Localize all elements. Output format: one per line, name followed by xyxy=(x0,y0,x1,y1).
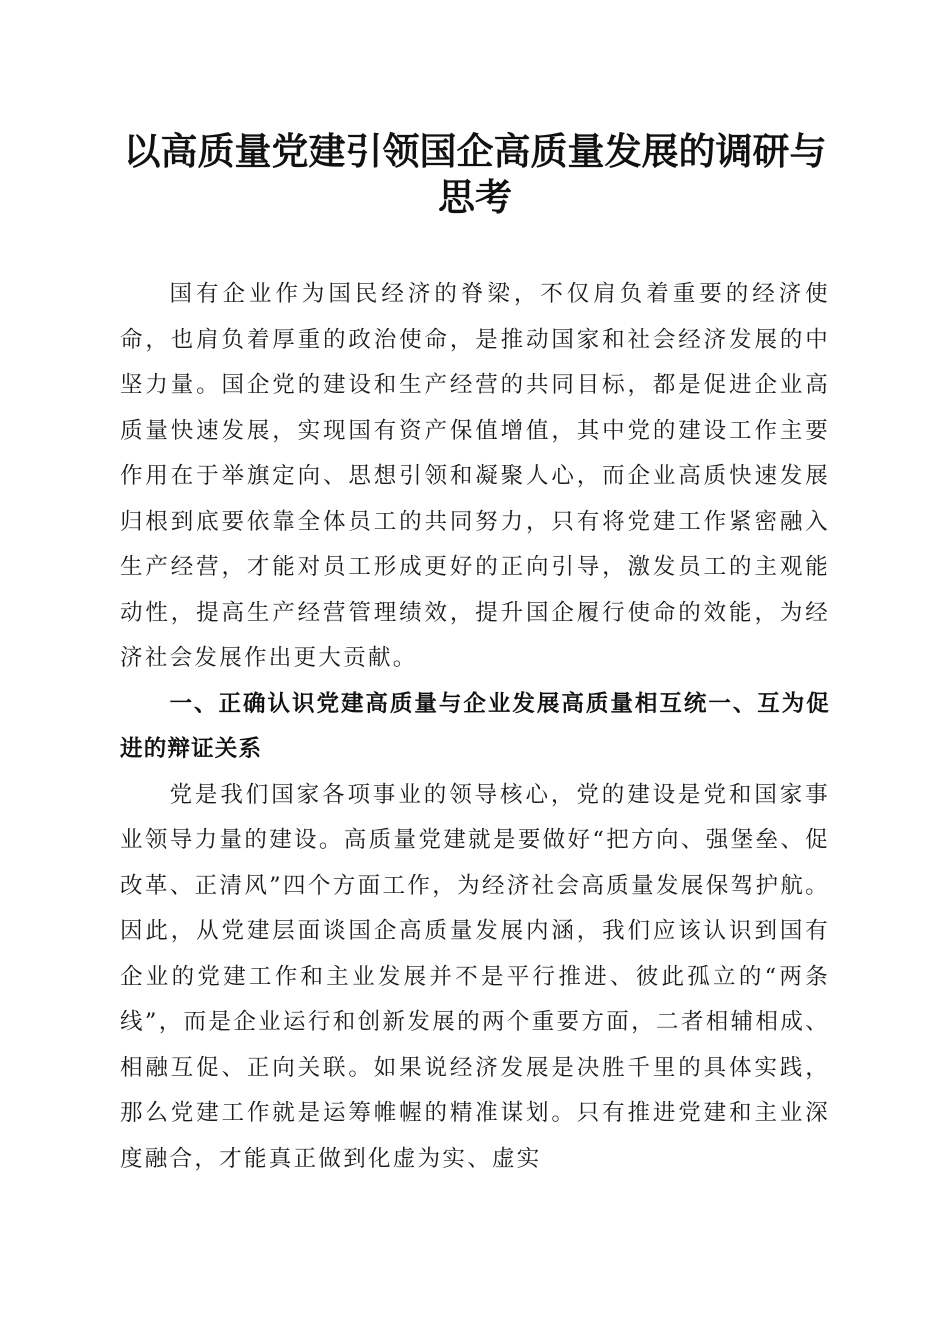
section-1-paragraph: 党是我们国家各项事业的领导核心，党的建设是党和国家事业领导力量的建设。高质量党建就是要做好“把方向、强堡垒、促改革、正清风”四个方面工作，为经济社会高质量发展保驾护航。因此，从党建层面谈国企高质量发展内涵，我们应该认识到国有企业的党建工作和主业发展并不是平行推进、彼此孤立的“两条线”，而是企业运行和创新发展的两个重要方面，二者相辅相成、相融互促、正向关联。如果说经济发展是决胜千里的具体实践，那么党建工作就是运筹帷幄的精准谋划。只有推进党建和主业深度融合，才能真正做到化虚为实、虚实 xyxy=(120,781,830,1172)
section-heading-1: 一、正确认识党建高质量与企业发展高质量相互统一、互为促进的辩证关系 xyxy=(120,690,830,762)
document-title: 以高质量党建引领国企高质量发展的调研与思考 xyxy=(123,129,827,219)
document-body xyxy=(120,272,830,1182)
intro-paragraph: 国有企业作为国民经济的脊梁，不仅肩负着重要的经济使命，也肩负着厚重的政治使命，是推动国家和社会经济发展的中坚力量。国企党的建设和生产经营的共同目标，都是促进企业高质量快速发展，实现国有资产保值增值，其中党的建设工作主要作用在于举旗定向、思想引领和凝聚人心，而企业高质快速发展归根到底要依靠全体员工的共同努力，只有将党建工作紧密融入生产经营，才能对员工形成更好的正向引导，激发员工的主观能动性，提高生产经营管理绩效，提升国企履行使命的效能，为经济社会发展作出更大贡献。 xyxy=(120,281,830,671)
